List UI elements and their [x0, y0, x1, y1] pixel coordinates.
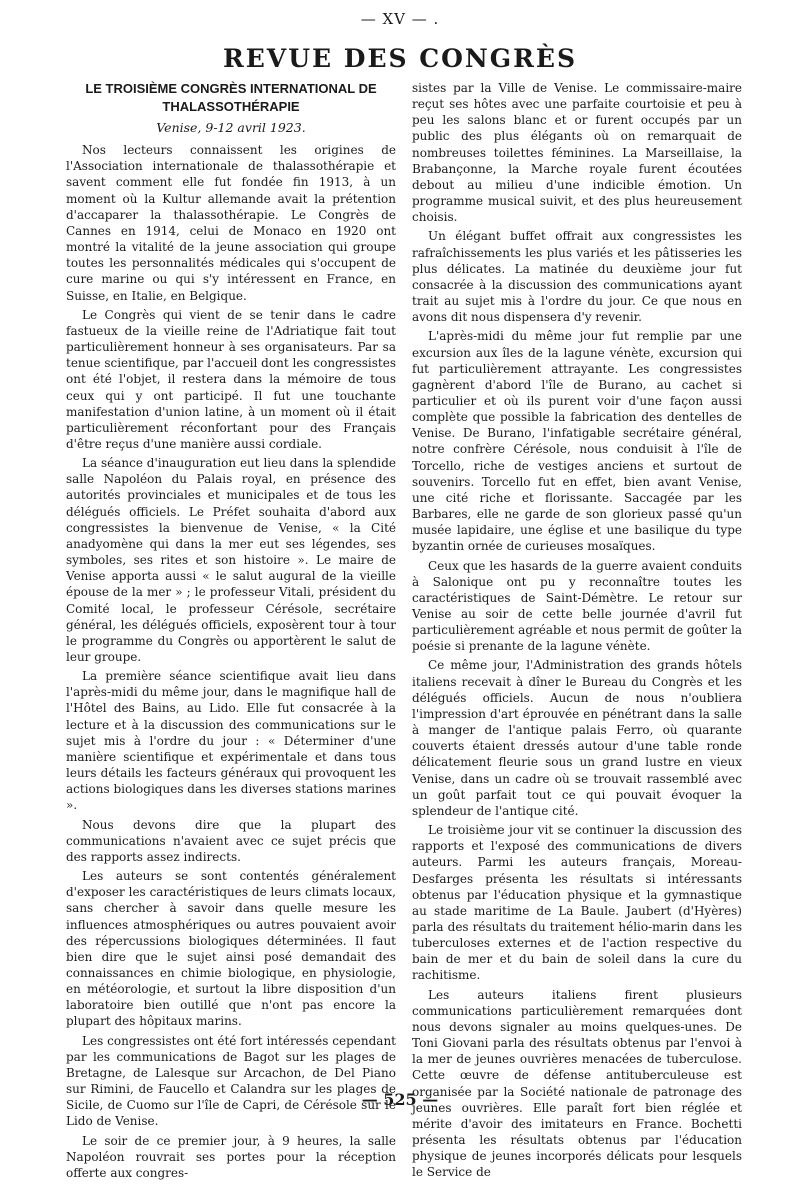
paragraph: La première séance scientifique avait lieu dans l'après-midi du même jour, dans le magnifique hall de l'Hôtel des Bains, au Lido. Elle fut consacrée à la lecture et à la discussion des communications sur le sujet mis à l'ordre du jour : « Déterminer d'une manière scientifique et expérimentale et dans tous leurs détails les facteurs généraux qui provoquent les actions biologiques dans les diverses stations marines ». [66, 669, 396, 813]
paragraph: L'après-midi du même jour fut remplie par une excursion aux îles de la lagune vénète, excursion qui fut particulièrement attrayante. Les congressistes gagnèrent d'abord l'île de Burano, au cachet si particulier et où ils purent voir d'une façon aussi complète que possible la fabrication des dentelles de Venise. De Burano, l'infatigable secrétaire général, notre confrère Cérésole, nous conduisit à l'île de Torcello, riche de vestiges anciens et surtout de souvenirs. Torcello fut en effet, bien avant Venise, une cité riche et florissante. Saccagée par les Barbares, elle ne garde de son glorieux passé qu'un musée lapidaire, une église et une basilique du type byzantin ornée de curieuses mosaïques. [412, 329, 742, 554]
paragraph: Les congressistes ont été fort intéressés cependant par les communications de Bagot sur les plages de Bretagne, de Lalesque sur Arcachon, de Del Piano sur Rimini, de Faucello et Calandra sur les plages de Sicile, de Cuomo sur l'île de Capri, de Cérésole sur le Lido de Venise. [66, 1033, 396, 1129]
paragraph: Un élégant buffet offrait aux congressistes les rafraîchissements les plus variés et les pâtisseries les plus délicates. La matinée du deuxième jour fut consacrée à la discussion des communications ayant trait au sujet mis à l'ordre du jour. Ce que nous en avons dit nous dispensera d'y revenir. [412, 229, 742, 325]
paragraph: Ceux que les hasards de la guerre avaient conduits à Salonique ont pu y reconnaître toutes les caractéristiques de Saint-Démètre. Le retour sur Venise au soir de cette belle journée d'avril fut particulièrement agréable et nous permit de goûter la poésie si prenante de la lagune vénète. [412, 558, 742, 654]
left-column [66, 80, 396, 1184]
right-column [412, 80, 742, 1183]
page-roman-numeral: — XV — . [360, 10, 440, 28]
article-title: LE TROISIÈME CONGRÈS INTERNATIONAL DE THALASSOTHÉRAPIE [85, 81, 377, 114]
paragraph: Le troisième jour vit se continuer la discussion des rapports et l'exposé des communications de divers auteurs. Parmi les auteurs français, Moreau-Desfarges présenta les résultats si intéressants obtenus par l'éducation physique et la gymnastique au stade maritime de La Baule. Jaubert (d'Hyères) parla des résultats du traitement hélio-marin dans les tuberculoses externes et de l'action respective du bain de mer et du bain de soleil dans la cure du rachitisme. [412, 823, 742, 983]
paragraph: Les auteurs se sont contentés généralement d'exposer les caractéristiques de leurs climats locaux, sans chercher à savoir dans quelle mesure les influences atmosphériques ou autres pouvaient avoir des répercussions biologiques déterminées. Il faut bien dire que le sujet ainsi posé demandait des connaissances en chimie biologique, en physiologie, en météorologie, et surtout la libre disposition d'un laboratoire bien outillé que n'ont pas encore la plupart des hôpitaux marins. [66, 869, 396, 1029]
paragraph: Nous devons dire que la plupart des communications n'avaient avec ce sujet précis que des rapports assez indirects. [66, 817, 396, 864]
paragraph: Les auteurs italiens firent plusieurs communications particulièrement remarquées dont nous devons signaler au moins quelques-unes. De Toni Giovani parla des résultats obtenus par l'envoi à la mer de jeunes ouvrières menacées de tuberculose. Cette œuvre de défense antituberculeuse est organisée par la Société nationale de patronage des jeunes ouvrières. Elle paraît fort bien réglée et mérite d'avoir des imitateurs en France. Bochetti présenta les résultats obtenus par l'éducation physique de jeunes incorporés délicats pour lesquels le Service de [412, 987, 742, 1180]
paragraph: Nos lecteurs connaissent les origines de l'Association internationale de thalassothérapie et savent comment elle fut fondée fin 1913, à un moment où la Kultur allemande avait la prétention d'accaparer la thalassothérapie. Le Congrès de Cannes en 1914, celui de Monaco en 1920 ont montré la vitalité de la jeune association qui groupe toutes les personnalités médicales qui s'occupent de cure marine ou qui s'y intéressent en France, en Suisse, en Italie, en Belgique. [66, 143, 396, 303]
article-subtitle: Venise, 9-12 avril 1923. [156, 120, 306, 135]
paragraph: Le Congrès qui vient de se tenir dans le cadre fastueux de la vieille reine de l'Adriatique fait tout particulièrement honneur à ses organisateurs. Par sa tenue scientifique, par l'accueil dont les congressistes ont été l'objet, il restera dans la mémoire de tous ceux qui y ont participé. Il fut une touchante manifestation d'union latine, à un moment où il était particulièrement réconfortant pour des Français d'être reçus d'une manière aussi cordiale. [66, 307, 396, 451]
section-title: REVUE DES CONGRÈS [222, 44, 578, 73]
paragraph-continuation: sistes par la Ville de Venise. Le commissaire-maire reçut ses hôtes avec une parfaite courtoisie et peu à peu les salons blanc et or furent occupés par un public des plus élégants où on remarquait de nombreuses toilettes féminines. La Marseillaise, la Brabançonne, la Marche royale furent écoutées debout au milieu d'une indicible émotion. Un programme musical suivit, et des plus heureusement choisis. [412, 81, 742, 225]
paragraph: La séance d'inauguration eut lieu dans la splendide salle Napoléon du Palais royal, en présence des autorités provinciales et municipales et de tous les délégués officiels. Le Préfet souhaita d'abord aux congressistes la bienvenue de Venise, « la Cité anadyomène qui dans la mer eut ses légendes, ses symboles, ses rites et son histoire ». Le maire de Venise apporta aussi « le salut augural de la vieille épouse de la mer » ; le professeur Vitali, président du Comité local, le professeur Cérésole, secrétaire général, les délégués officiels, exposèrent tour à tour le programme du Congrès ou apportèrent le salut de leur groupe. [66, 456, 396, 664]
paragraph: Le soir de ce premier jour, à 9 heures, la salle Napoléon rouvrait ses portes pour la réception offerte aux congres- [66, 1133, 396, 1180]
page-number: — 525 — [361, 1090, 439, 1109]
paragraph: Ce même jour, l'Administration des grands hôtels italiens recevait à dîner le Bureau du Congrès et les délégués officiels. Aucun de nous n'oubliera l'impression d'art éprouvée en pénétrant dans la salle à manger de l'antique palais Ferro, où quarante couverts étaient dressés autour d'une table ronde délicatement fleurie sous un grand lustre en vieux Venise, dans un cadre où se trouvait rassemblé avec un goût parfait tout ce qui pouvait évoquer la splendeur de l'antique cité. [412, 658, 742, 818]
